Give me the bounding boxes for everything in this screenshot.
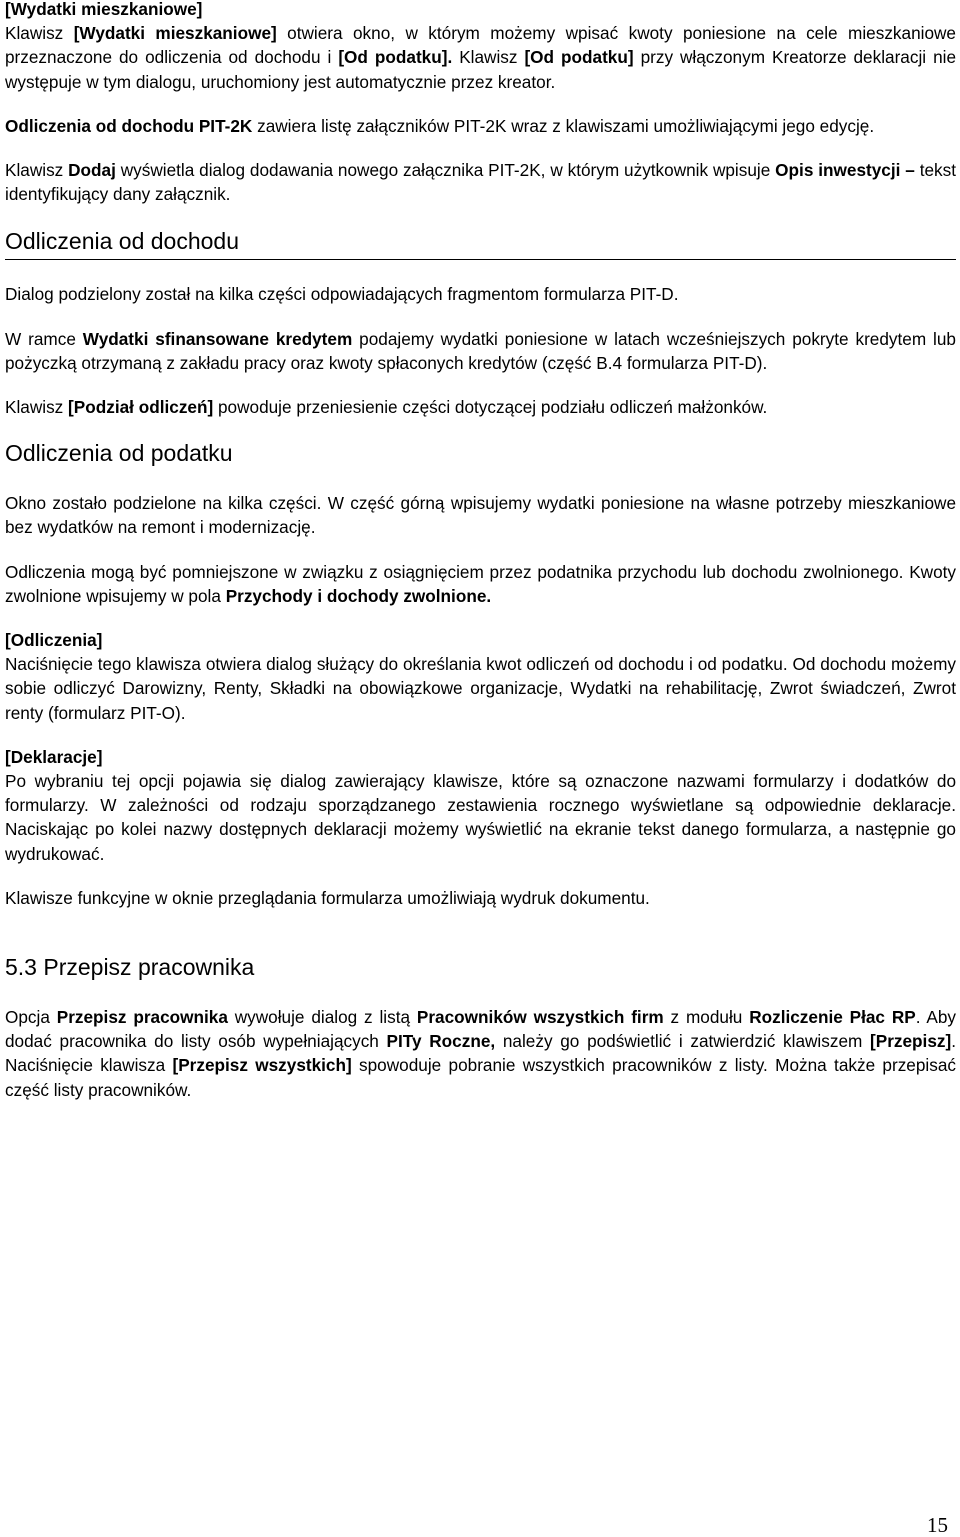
paragraph-odliczenia-button: [Odliczenia] Naciśnięcie tego klawisza otwiera dialog służący do określania kwot odliczeń od dochodu i od podatku. Od dochodu możemy sobie odliczyć Darowizny, Renty, Składki na obowiązkowe organizacje, Wydatki na rehabilitację, Zwrot świadczeń, Zwrot renty (formularz PIT-O).: [5, 630, 956, 723]
heading-przepisz-pracownika: 5.3 Przepisz pracownika: [5, 954, 255, 981]
paragraph-podzial-odliczen: Klawisz [Podział odliczeń] powoduje przeniesienie części dotyczącej podziału odliczeń małżonków.: [5, 397, 768, 418]
section-label-wydatki-mieszkaniowe: [Wydatki mieszkaniowe]: [5, 0, 203, 19]
paragraph-wydatki-kredytem: W ramce Wydatki sfinansowane kredytem podajemy wydatki poniesione w latach wcześniejszych pokryte kredytem lub pożyczką otrzymaną z zakładu pracy oraz kwoty spłaconych kredytów (część B.4 formularza PIT-D).: [5, 328, 956, 373]
paragraph-przepisz-pracownika: Opcja Przepisz pracownika wywołuje dialog z listą Pracowników wszystkich firm z modułu Rozliczenie Płac RP. Aby dodać pracownika do listy osób wypełniających PITy Roczne, należy go podświetlić i zatwierdzić klawiszem [Przepisz]. Naciśnięcie klawisza [Przepisz wszystkich] spowoduje pobranie wszystkich pracowników z listy. Można także przepisać część listy pracowników.: [5, 1007, 957, 1100]
page-number: 15: [927, 1513, 948, 1537]
paragraph-pomniejszone: Odliczenia mogą być pomniejszone w związku z osiągnięciem przez podatnika przychodu lub dochodu zwolnionego. Kwoty zwolnione wpisujemy w pola Przychody i dochody zwolnione.: [5, 561, 956, 606]
section-label-deklaracje: [Deklaracje]: [5, 746, 103, 767]
heading-odliczenia-od-podatku: Odliczenia od podatku: [5, 440, 233, 467]
document-page: [5, 0, 956, 1102]
paragraph-pit2k-list: Odliczenia od dochodu PIT-2K zawiera listę załączników PIT-2K wraz z klawiszami umożliwiającymi jego edycję.: [5, 115, 875, 136]
paragraph-dialog-podzielony: Dialog podzielony został na kilka części odpowiadających fragmentom formularza PIT-D.: [5, 284, 679, 305]
paragraph-dodaj: Klawisz Dodaj wyświetla dialog dodawania nowego załącznika PIT-2K, w którym użytkownik wpisuje Opis inwestycji – tekst identyfikujący dany załącznik.: [5, 160, 957, 205]
heading-odliczenia-od-dochodu: Odliczenia od dochodu: [5, 227, 956, 260]
paragraph-klawisze-funkcyjne: Klawisze funkcyjne w oknie przeglądania formularza umożliwiają wydruk dokumentu.: [5, 887, 650, 908]
section-label-odliczenia: [Odliczenia]: [5, 630, 103, 651]
paragraph-okno-podzielone: Okno zostało podzielone na kilka części. W część górną wpisujemy wydatki poniesione na własne potrzeby mieszkaniowe bez wydatków na remont i modernizację.: [5, 493, 956, 538]
paragraph-deklaracje-button: [Deklaracje] Po wybraniu tej opcji pojawia się dialog zawierający klawisze, które są oznaczone nazwami formularzy i dodatków do formularzy. W zależności od rodzaju sporządzanego zestawienia rocznego wyświetlane są odpowiednie deklaracje. Naciskając po kolei nazwy dostępnych deklaracji możemy wyświetlić na ekranie tekst danego formularza, a następnie go wydrukować.: [5, 746, 956, 864]
paragraph-wydatki-mieszkaniowe: [Wydatki mieszkaniowe] Klawisz [Wydatki mieszkaniowe] otwiera okno, w którym możemy wpisać kwoty poniesione na cele mieszkaniowe przeznaczone do odliczenia od dochodu i [Od podatku]. Klawisz [Od podatku] przy włączonym Kreatorze deklaracji nie występuje w tym dialogu, uruchomiony jest automatycznie przez kreator.: [5, 0, 957, 92]
